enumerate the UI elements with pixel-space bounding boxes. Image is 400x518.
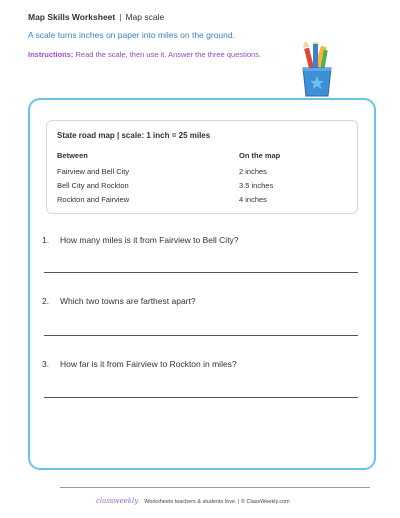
- worksheet-header: [28, 12, 164, 22]
- answer-line-2[interactable]: [44, 335, 358, 336]
- answer-line-3[interactable]: [44, 397, 358, 398]
- column-header-between: Between: [57, 151, 88, 160]
- row-on-map: 3.5 inches: [239, 181, 274, 190]
- row-between: Fairview and Bell City: [57, 167, 130, 176]
- question-text: Which two towns are farthest apart?: [60, 296, 196, 306]
- scale-table: [46, 120, 358, 214]
- footer-divider: [60, 487, 370, 488]
- question-3: [42, 359, 237, 369]
- worksheet-card: [28, 98, 376, 470]
- row-on-map: 2 inches: [239, 167, 267, 176]
- worksheet-title: Map Skills Worksheet: [28, 12, 116, 22]
- header-separator: |: [119, 12, 122, 22]
- worksheet-subtitle: A scale turns inches on paper into miles on the ground.: [28, 30, 235, 40]
- instructions: [28, 50, 261, 59]
- question-number: 1.: [42, 235, 50, 245]
- column-header-on-map: On the map: [239, 151, 281, 160]
- question-1: [42, 235, 239, 245]
- footer-text: Worksheets teachers & students love. | © ClassWeekly.com: [144, 499, 290, 505]
- answer-line-1[interactable]: [44, 272, 358, 273]
- question-number: 2.: [42, 296, 50, 306]
- footer-brand-logo: classweekly: [96, 497, 139, 505]
- instructions-lead: Instructions:: [28, 50, 74, 59]
- row-on-map: 4 inches: [239, 195, 267, 204]
- question-text: How far is it from Fairview to Rockton in miles?: [60, 359, 237, 369]
- instructions-text: Read the scale, then use it. Answer the three questions.: [75, 50, 262, 59]
- footer: [96, 497, 290, 505]
- question-number: 3.: [42, 359, 50, 369]
- question-text: How many miles is it from Fairview to Bell City?: [60, 235, 239, 245]
- pencil-cup-icon: [298, 42, 336, 98]
- scale-title: State road map | scale: 1 inch = 25 miles: [57, 131, 211, 140]
- row-between: Bell City and Rockton: [57, 181, 129, 190]
- question-2: [42, 296, 196, 306]
- row-between: Rockton and Fairview: [57, 195, 130, 204]
- worksheet-topic: Map scale: [125, 12, 165, 22]
